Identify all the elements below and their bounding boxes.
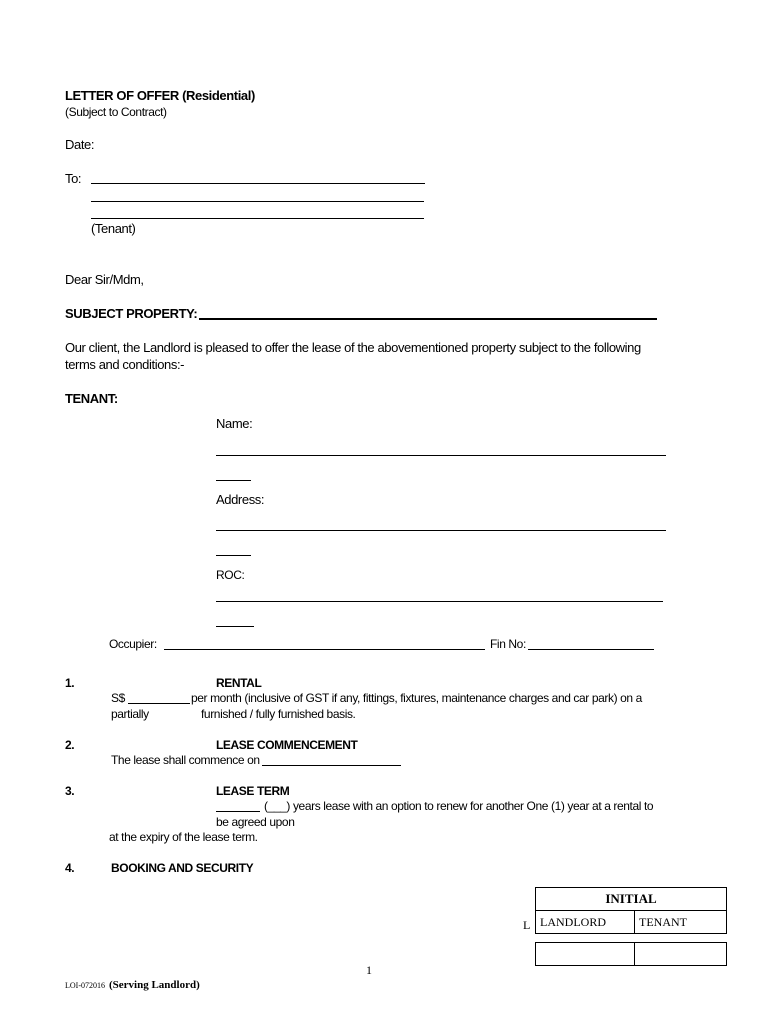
to-line-3[interactable] <box>91 218 424 219</box>
initial-signature-box <box>535 942 727 966</box>
address-label: Address: <box>216 492 265 507</box>
footer-serving: (Serving Landlord) <box>109 979 200 991</box>
tenant-heading: TENANT: <box>65 391 118 406</box>
document-title: LETTER OF OFFER (Residential) <box>65 88 255 103</box>
subject-property-label: SUBJECT PROPERTY: <box>65 306 198 321</box>
fin-label: Fin No: <box>490 637 526 651</box>
section-4-number: 4. <box>65 861 75 875</box>
landlord-label: LANDLORD <box>536 911 635 934</box>
section-1-number: 1. <box>65 676 75 690</box>
name-label: Name: <box>216 416 253 431</box>
section-3-line-2: be agreed upon <box>216 815 295 829</box>
intro-line-2: terms and conditions:- <box>65 357 185 372</box>
section-2-title: LEASE COMMENCEMENT <box>216 738 358 752</box>
to-line-1[interactable] <box>91 183 425 184</box>
tenant-initial-label: TENANT <box>635 911 727 934</box>
name-line[interactable] <box>216 455 666 456</box>
rental-amount-line[interactable] <box>128 703 190 704</box>
salutation: Dear Sir/Mdm, <box>65 272 144 287</box>
commencement-date-line[interactable] <box>262 765 401 766</box>
occupier-label: Occupier: <box>109 637 157 651</box>
section-3-title: LEASE TERM <box>216 784 290 798</box>
stray-letter: L <box>523 918 531 932</box>
section-3-number: 3. <box>65 784 75 798</box>
section-4-title: BOOKING AND SECURITY <box>111 861 254 875</box>
section-3-line-1: (___) years lease with an option to renew for another One (1) year at a rental to <box>264 799 654 813</box>
section-2-text: The lease shall commence on <box>111 753 260 767</box>
fin-line[interactable] <box>528 649 654 650</box>
initial-title: INITIAL <box>536 888 727 911</box>
roc-line-overflow <box>216 626 254 627</box>
intro-line-1: Our client, the Landlord is pleased to offer the lease of the abovementioned property subject to the following <box>65 340 641 355</box>
landlord-initial-field[interactable] <box>536 943 635 966</box>
address-line[interactable] <box>216 530 666 531</box>
subject-property-blank[interactable] <box>199 318 657 320</box>
roc-label: ROC: <box>216 568 245 582</box>
tenant-label: (Tenant) <box>91 221 136 236</box>
tenant-initial-field[interactable] <box>635 943 727 966</box>
date-label: Date: <box>65 137 95 152</box>
section-3-line-3: at the expiry of the lease term. <box>109 830 258 844</box>
section-1-title: RENTAL <box>216 676 262 690</box>
page-number: 1 <box>366 963 372 977</box>
address-line-overflow <box>216 555 251 556</box>
footer <box>65 975 200 993</box>
footer-code: LOI-072016 <box>65 981 105 990</box>
section-1-line-1: per month (inclusive of GST if any, fittings, fixtures, maintenance charges and car park) on a <box>191 691 642 705</box>
section-2-number: 2. <box>65 738 75 752</box>
to-label: To: <box>65 171 82 186</box>
section-1-furnished: furnished / fully furnished basis. <box>201 707 356 721</box>
occupier-line[interactable] <box>164 649 485 650</box>
initial-box <box>535 887 727 934</box>
name-line-overflow <box>216 480 251 481</box>
document-subtitle: (Subject to Contract) <box>65 105 167 119</box>
section-1-partially: partially <box>111 707 149 721</box>
lease-term-words-line[interactable] <box>216 811 260 812</box>
to-line-2[interactable] <box>91 201 424 202</box>
roc-line[interactable] <box>216 601 663 602</box>
section-1-currency: S$ <box>111 691 125 705</box>
